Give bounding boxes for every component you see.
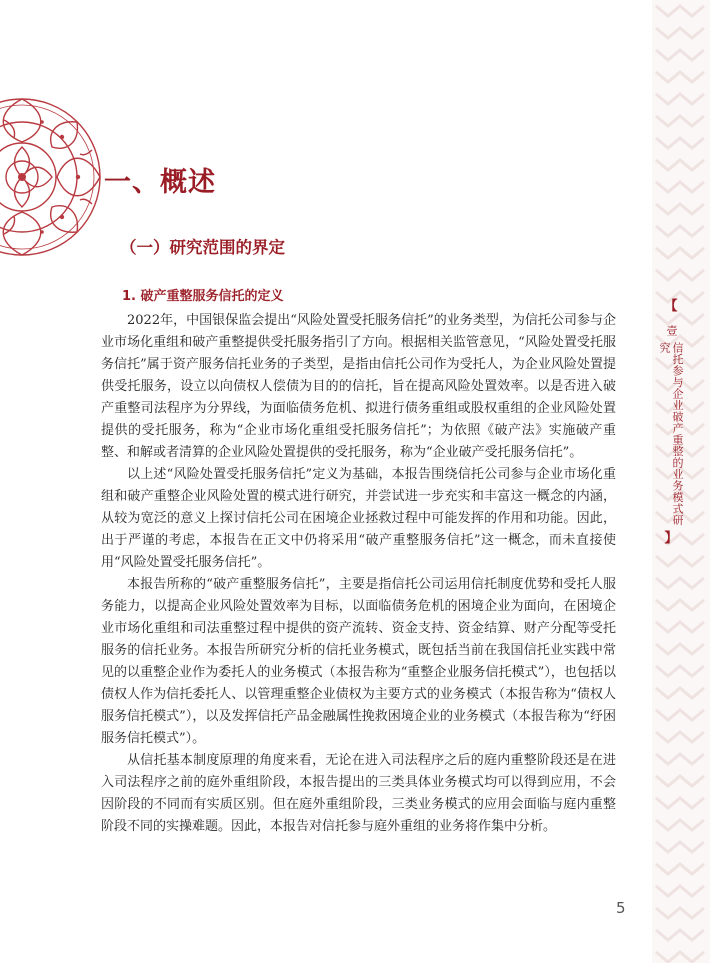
paragraph: 从信托基本制度原理的角度来看，无论在进入司法程序之后的庭内重整阶段还是在进入司法程序之前的庭外重组阶段，本报告提出的三类具体业务模式均可以得到应用，不会因阶段的不同而有实质区别。但在庭外重组阶段，三类业务模式的应用会面临与庭内重整阶段不同的实操难题。因此，本报告对信托参与庭外重组的业务将作集中分析。 — [101, 753, 616, 834]
page-number: 5 — [616, 899, 626, 917]
side-tab-bracket-bottom: 】 — [664, 531, 678, 546]
body-text — [101, 310, 616, 838]
side-tab-text: 信托参与企业破产重整的业务模式研究 — [658, 342, 684, 526]
side-tab-number: 壹 — [665, 325, 678, 336]
section-title: （一）研究范围的界定 — [120, 238, 285, 257]
paragraph: 以上述“风险处置受托服务信托”定义为基础，本报告围绕信托公司参与企业市场化重组和破产重整企业风险处置的模式进行研究，并尝试进一步充实和丰富这一概念的内涵，从较为宽泛的意义上探讨信托公司在困境企业拯救过程中可能发挥的作用和功能。因此，出于严谨的考虑，本报告在正文中仍将采用“破产重整服务信托”这一概念，而未直接使用“风险处置受托服务信托”。 — [101, 467, 616, 570]
subsection-title: 1. 破产重整服务信托的定义 — [122, 289, 284, 304]
chapter-title: 一、概述 — [104, 167, 216, 198]
side-tab-bracket-top: 【 — [664, 299, 678, 314]
paragraph: 2022年，中国银保监会提出“风险处置受托服务信托”的业务类型，为信托公司参与企业市场化重组和破产重整提供受托服务指引了方向。根据相关监管意见，“风险处置受托服务信托”属于资产服务信托业务的子类型，是指由信托公司作为受托人，为企业风险处置提供受托服务，设立以向债权人偿债为目的的信托，旨在提高风险处置效率。以是否进入破产重整司法程序为分界线，为面临债务危机、拟进行债务重组或股权重组的企业风险处置提供的受托服务，称为“企业市场化重组受托服务信托”；为依照《破产法》实施破产重整、和解或者清算的企业风险处置提供的受托服务，称为“企业破产受托服务信托”。 — [101, 313, 616, 460]
paragraph: 本报告所称的“破产重整服务信托”，主要是指信托公司运用信托制度优势和受托人服务能力，以提高企业风险处置效率为目标，以面临债务危机的困境企业为面向，在困境企业市场化重组和司法重整过程中提供的资产流转、资金支持、资金结算、财产分配等受托服务的信托业务。本报告所研究分析的信托业务模式，既包括当前在我国信托业实践中常见的以重整企业作为委托人的业务模式（本报告称为“重整企业服务信托模式”），也包括以债权人作为信托委托人、以管理重整企业债权为主要方式的业务模式（本报告称为“债权人服务信托模式”），以及发挥信托产品金融属性挽救困境企业的业务模式（本报告称为“纾困服务信托模式”）。 — [101, 577, 616, 746]
chapter-side-tab — [659, 300, 683, 545]
